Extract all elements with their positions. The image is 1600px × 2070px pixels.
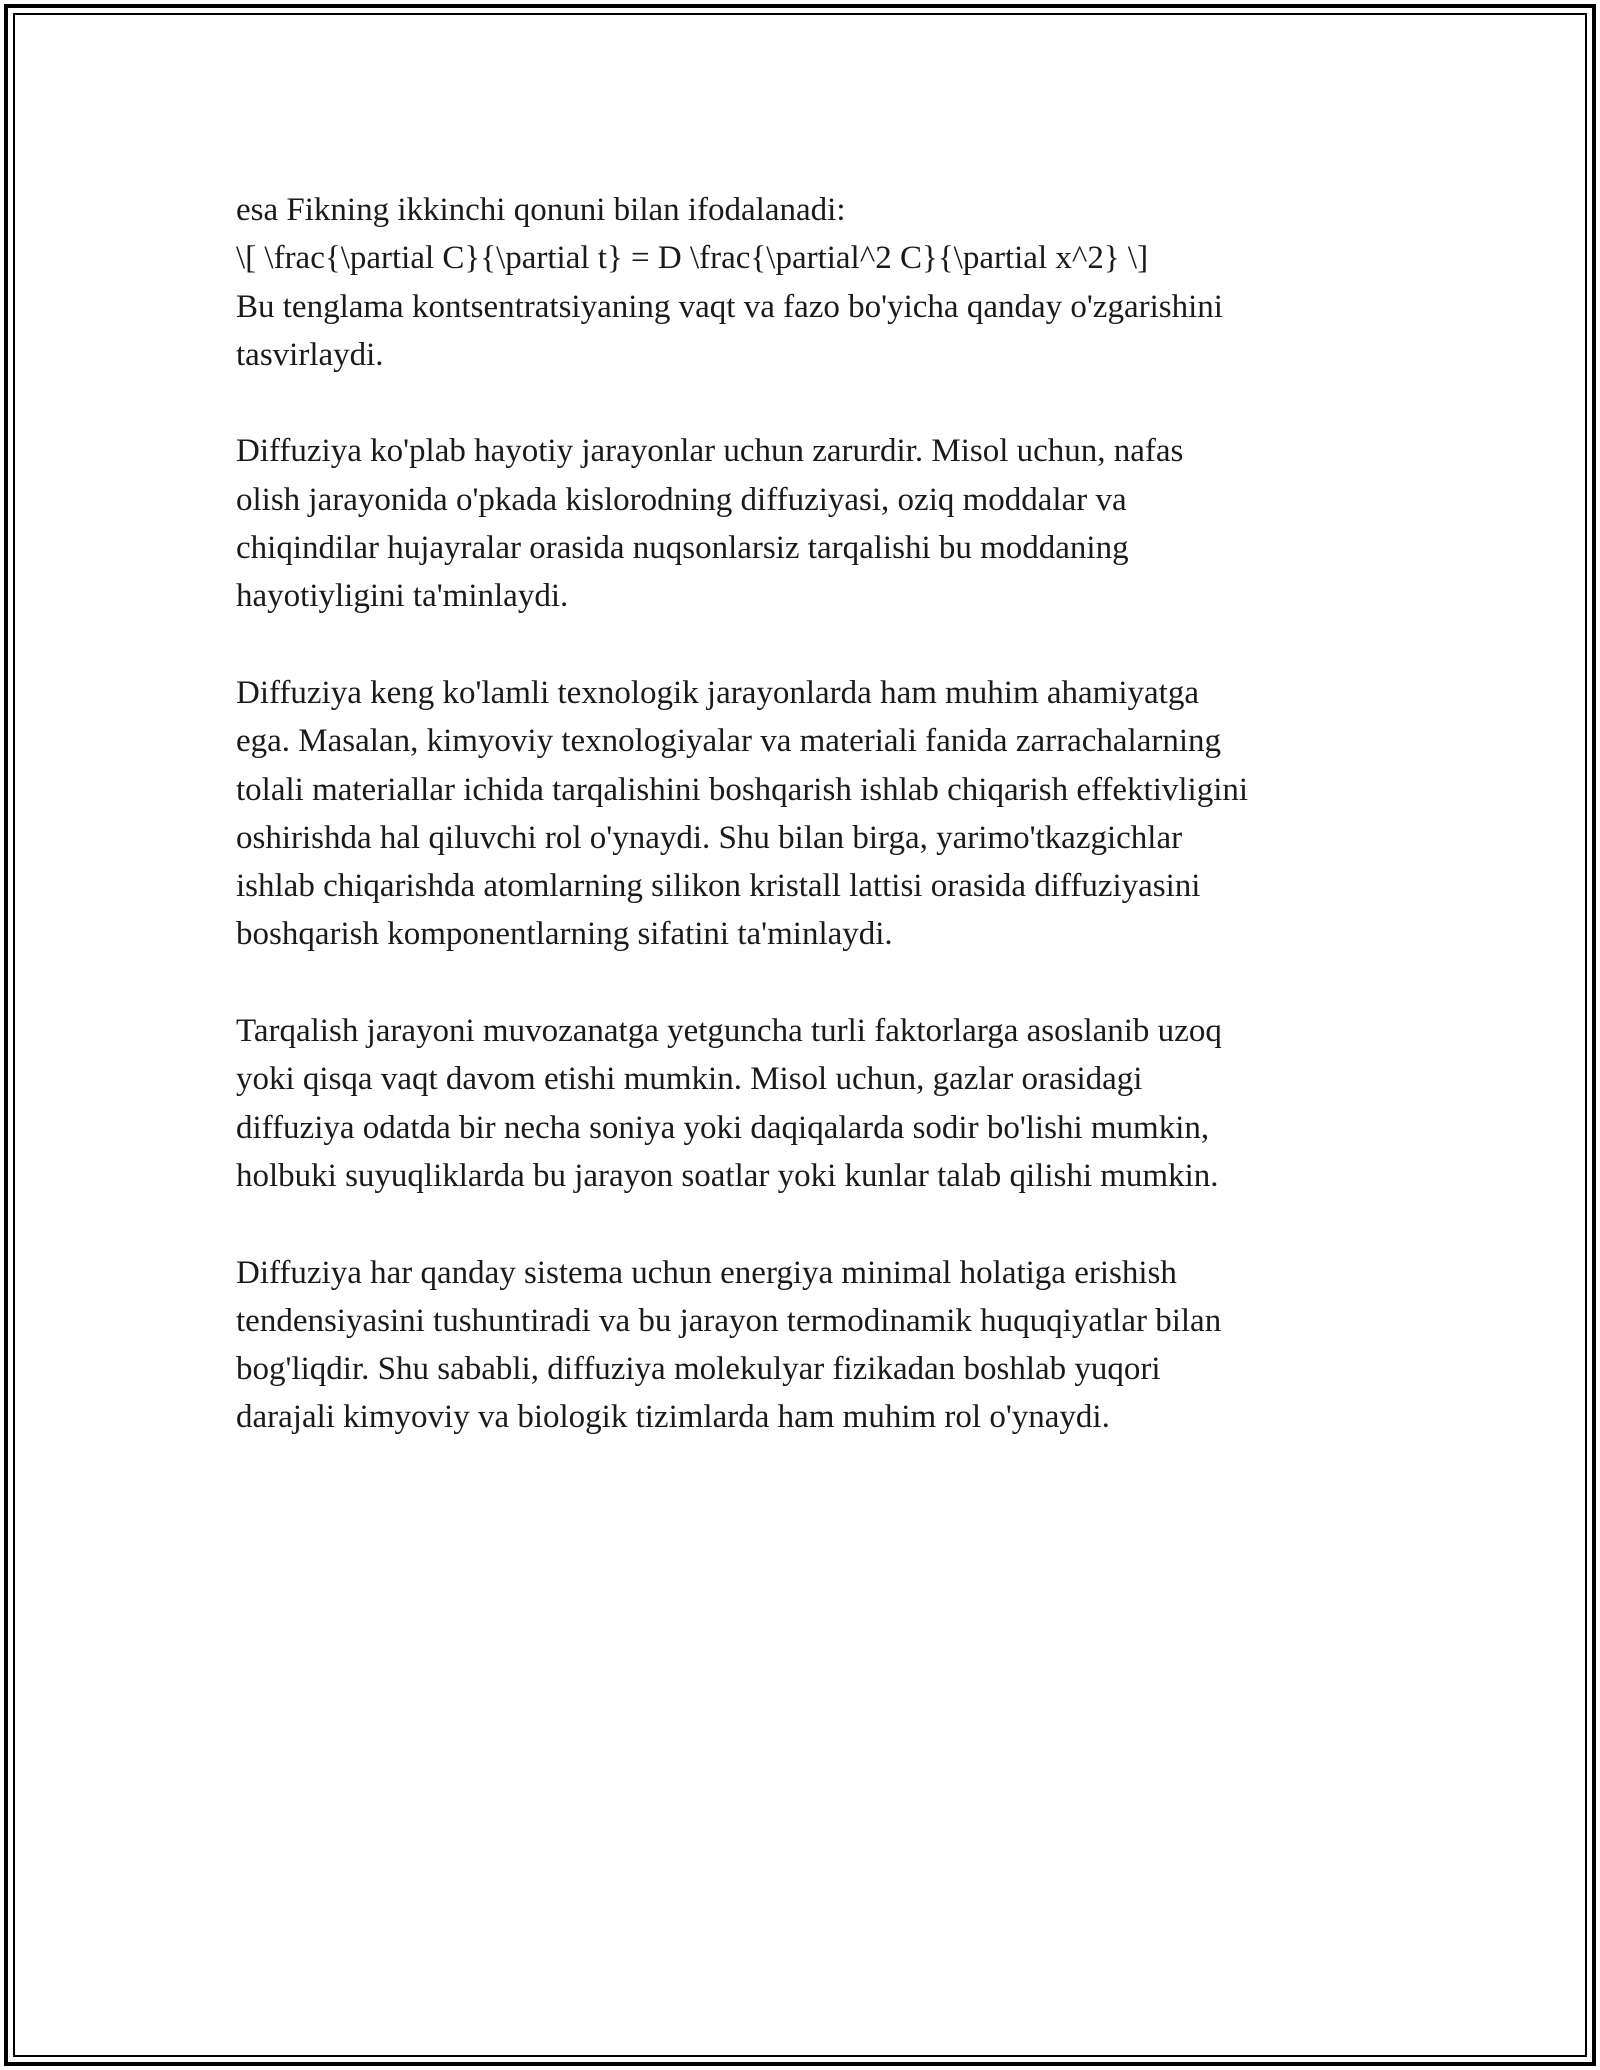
text-line: holbuki suyuqliklarda bu jarayon soatlar yoki kunlar talab qilishi mumkin. — [236, 1157, 1219, 1194]
paragraph — [236, 427, 1396, 620]
text-line: chiqindilar hujayralar orasida nuqsonlarsiz tarqalishi bu moddaning — [236, 530, 1129, 567]
paragraph — [236, 1249, 1396, 1442]
text-line: Bu tenglama kontsentratsiyaning vaqt va fazo bo'yicha qanday o'zgarishini — [236, 288, 1223, 325]
equation-line: \[ \frac{\partial C}{\partial t} = D \frac{\partial^2 C}{\partial x^2} \] — [236, 240, 1149, 277]
text-line: Diffuziya keng ko'lamli texnologik jarayonlarda ham muhim ahamiyatga — [236, 674, 1199, 711]
paragraph — [236, 1007, 1396, 1200]
text-line: tolali materiallar ichida tarqalishini boshqarish ishlab chiqarish effektivligini — [236, 771, 1249, 808]
paragraph — [236, 669, 1396, 959]
text-line: Diffuziya ko'plab hayotiy jarayonlar uchun zarurdir. Misol uchun, nafas — [236, 433, 1184, 470]
text-line: Diffuziya har qanday sistema uchun energiya minimal holatiga erishish — [236, 1254, 1177, 1291]
text-line: oshirishda hal qiluvchi rol o'ynaydi. Shu bilan birga, yarimo'tkazgichlar — [236, 819, 1183, 856]
text-line: yoki qisqa vaqt davom etishi mumkin. Misol uchun, gazlar orasidagi — [236, 1061, 1143, 1098]
paragraph — [236, 186, 1396, 379]
text-line: Tarqalish jarayoni muvozanatga yetguncha turli faktorlarga asoslanib uzoq — [236, 1013, 1222, 1050]
text-line: ishlab chiqarishda atomlarning silikon kristall lattisi orasida diffuziyasini — [236, 868, 1201, 905]
text-line: diffuziya odatda bir necha soniya yoki daqiqalarda sodir bo'lishi mumkin, — [236, 1109, 1210, 1146]
text-line: boshqarish komponentlarning sifatini ta'minlaydi. — [236, 916, 893, 953]
text-line: tendensiyasini tushuntiradi va bu jarayon termodinamik huquqiyatlar bilan — [236, 1302, 1222, 1339]
text-line: darajali kimyoviy va biologik tizimlarda ham muhim rol o'ynaydi. — [236, 1399, 1110, 1436]
text-line: ega. Masalan, kimyoviy texnologiyalar va materiali fanida zarrachalarning — [236, 723, 1222, 760]
text-line: tasvirlaydi. — [236, 336, 384, 373]
text-line: bog'liqdir. Shu sababli, diffuziya molekulyar fizikadan boshlab yuqori — [236, 1351, 1161, 1388]
document-body — [236, 186, 1396, 1490]
text-line: olish jarayonida o'pkada kislorodning diffuziyasi, oziq moddalar va — [236, 481, 1127, 518]
text-line: esa Fikning ikkinchi qonuni bilan ifodalanadi: — [236, 192, 846, 228]
text-line: hayotiyligini ta'minlaydi. — [236, 578, 569, 615]
